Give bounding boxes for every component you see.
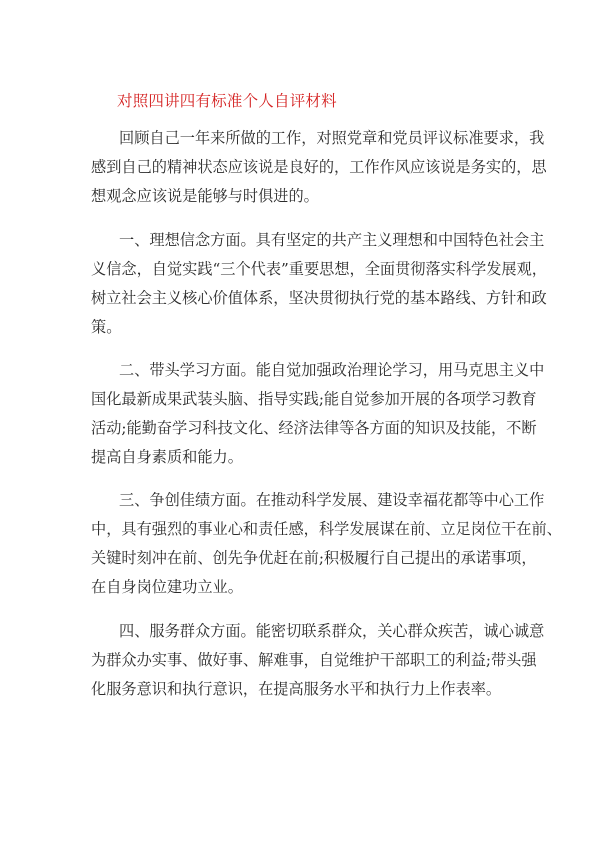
paragraph-line: 义信念，自觉实践“三个代表”重要思想，全面贯彻落实科学发展观，: [91, 260, 547, 278]
paragraph-line: 策。: [91, 318, 122, 336]
paragraph-line: 三、争创佳绩方面。在推动科学发展、建设幸福花都等中心工作: [119, 491, 545, 509]
paragraph-serving-the-masses: [91, 617, 545, 704]
paragraph-achievements: [91, 486, 562, 602]
paragraph-line: 在自身岗位建功立业。: [91, 578, 243, 596]
paragraph-line: 感到自己的精神状态应该说是良好的，工作作风应该说是务实的，思: [91, 158, 547, 176]
paragraph-line: 四、服务群众方面。能密切联系群众，关心群众疾苦，诚心诚意: [119, 622, 545, 640]
paragraph-line: 化服务意识和执行意识，在提高服务水平和执行力上作表率。: [91, 680, 502, 698]
paragraph-line: 想观念应该说是能够与时俱进的。: [91, 187, 319, 205]
paragraph-study: [91, 356, 545, 472]
paragraph-line: 回顾自己一年来所做的工作，对照党章和党员评议标准要求，我: [119, 129, 545, 147]
paragraph-line: 二、带头学习方面。能自觉加强政治理论学习，用马克思主义中: [119, 361, 545, 379]
paragraph-line: 活动;能勤奋学习科技文化、经济法律等各方面的知识及技能，不断: [91, 419, 537, 437]
paragraph-intro: [91, 124, 547, 211]
paragraph-line: 一、理想信念方面。具有坚定的共产主义理想和中国特色社会主: [119, 231, 545, 249]
paragraph-line: 中，具有强烈的事业心和责任感，科学发展谋在前、立足岗位干在前、: [91, 520, 562, 538]
paragraph-line: 国化最新成果武装头脑、指导实践;能自觉参加开展的各项学习教育: [91, 390, 537, 408]
paragraph-ideals-and-beliefs: [91, 226, 547, 342]
paragraph-line: 为群众办实事、做好事、解难事，自觉维护干部职工的利益;带头强: [91, 651, 537, 669]
paragraph-line: 关键时刻冲在前、创先争优赶在前;积极履行自己提出的承诺事项，: [91, 549, 537, 567]
paragraph-line: 提高自身素质和能力。: [91, 448, 243, 466]
paragraph-line: 树立社会主义核心价值体系，坚决贯彻执行党的基本路线、方针和政: [91, 289, 547, 307]
document-title: 对照四讲四有标准个人自评材料: [117, 92, 337, 110]
